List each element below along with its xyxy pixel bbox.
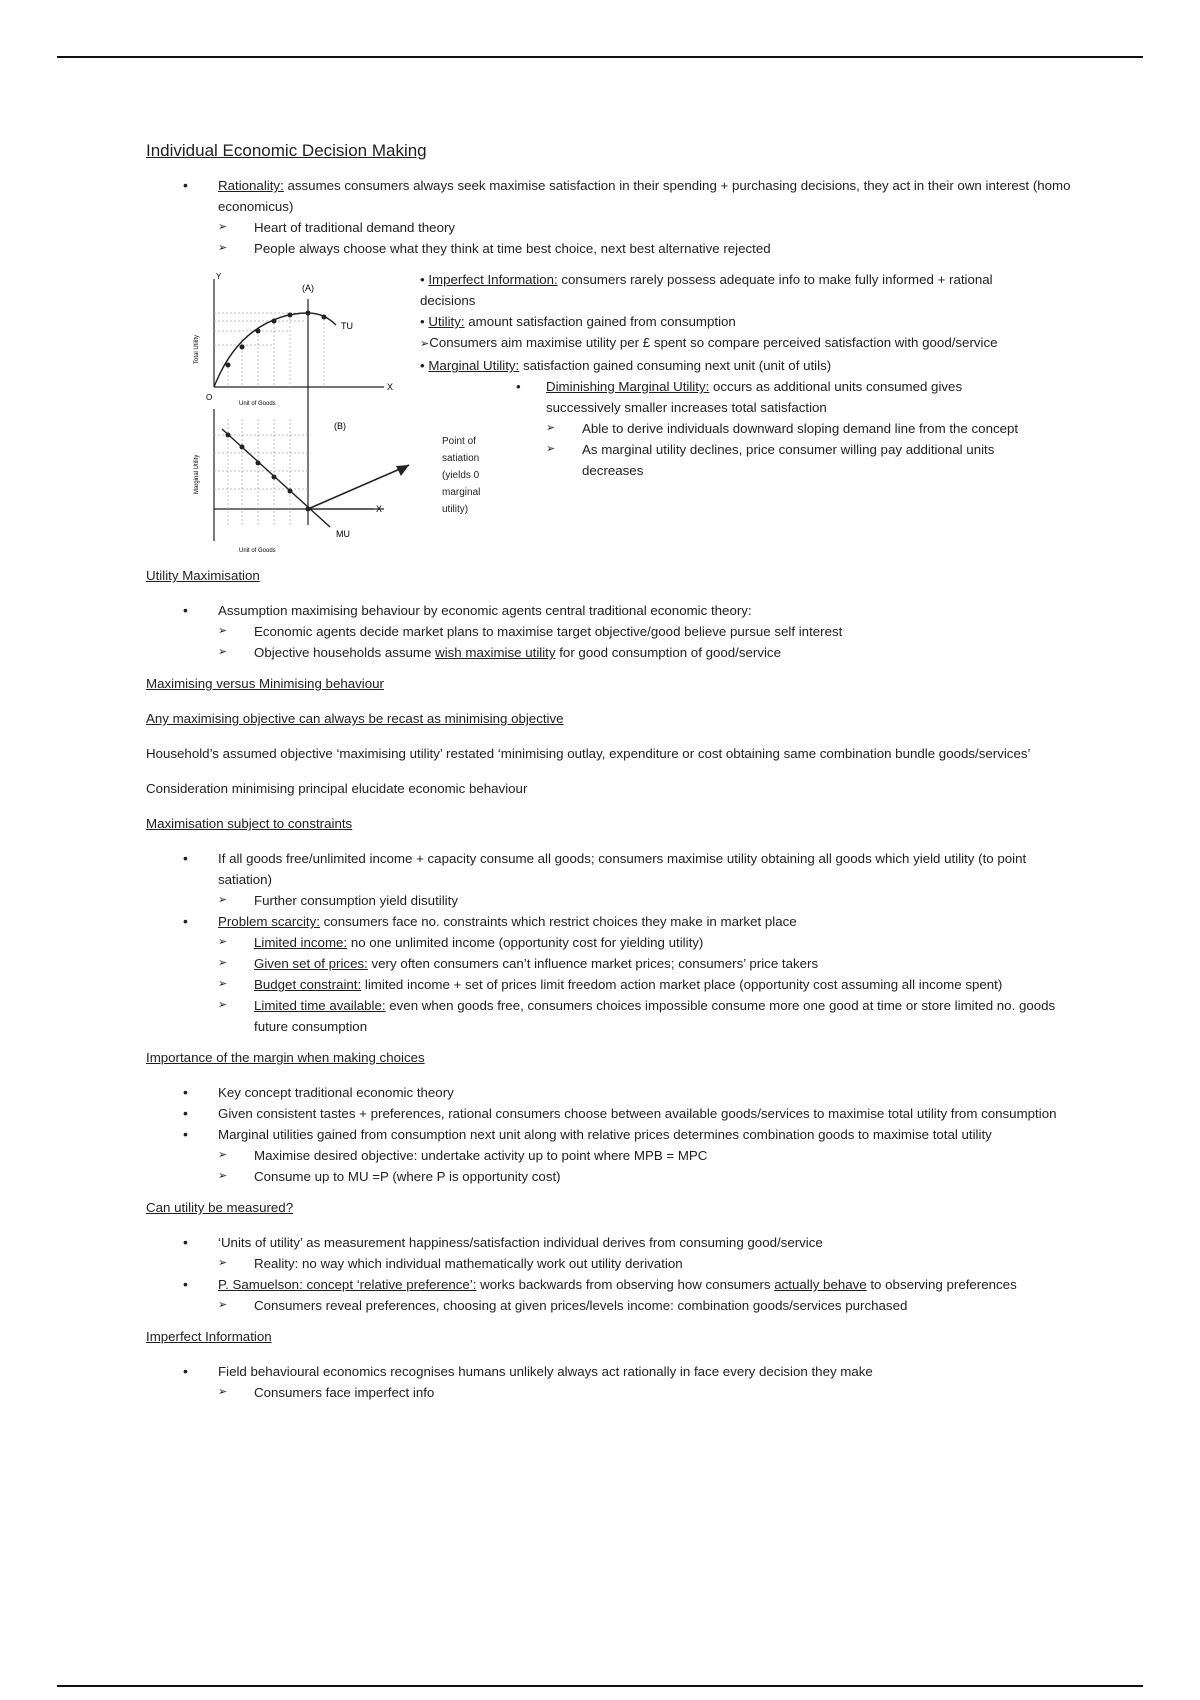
rationality-text: assumes consumers always seek maximise satisfaction in their spending + purchasing decisions, they act in their own interest (homo economicus): [218, 178, 1071, 214]
section-heading-measured: Can utility be measured?: [146, 1200, 294, 1215]
list-item: • ‘Units of utility’ as measurement happiness/satisfaction individual derives from consuming good/service ➢ Reality: no way which individual mathematically work out utility derivation: [146, 1232, 1076, 1274]
list-item: ➢ Limited time available: even when goods free, consumers choices impossible consume more one good at time or store limited no. goods future consumption: [218, 995, 1076, 1037]
list-item: ➢ Objective households assume wish maximise utility for good consumption of good/service: [218, 642, 1076, 663]
total-utility-graph: [194, 272, 393, 525]
margin-list: [146, 1082, 1076, 1187]
mu-label: MU: [336, 529, 350, 539]
document-body: [146, 140, 1076, 1413]
list-item: ➢ Further consumption yield disutility: [218, 890, 1076, 911]
y-axis-label-bottom: Marginal Utility: [194, 454, 200, 494]
measured-list: [146, 1232, 1076, 1316]
utility-term: Utility:: [428, 314, 465, 329]
rationality-term: Rationality:: [218, 178, 284, 193]
dmu-term: Diminishing Marginal Utility:: [546, 379, 710, 394]
tu-label: TU: [341, 321, 353, 331]
label-a: (A): [302, 283, 314, 293]
definitions-block: [420, 269, 1020, 481]
list-item: ➢ Budget constraint: limited income + set of prices limit freedom action market place (opportunity cost assuming all income spent): [218, 974, 1076, 995]
mu-term: Marginal Utility:: [428, 358, 520, 373]
list-item: ➢ Maximise desired objective: undertake activity up to point where MPB = MPC: [218, 1145, 1076, 1166]
tu-curve: [214, 313, 336, 387]
rationality-list: [146, 175, 1076, 259]
list-item: • Field behavioural economics recognises humans unlikely always act rationally in face every decision they make ➢ Consumers face imperfect info: [146, 1361, 1076, 1403]
list-item: ➢ Given set of prices: very often consumers can’t influence market prices; consumers’ price takers: [218, 953, 1076, 974]
list-item: ➢ People always choose what they think at time best choice, next best alternative rejected: [218, 238, 1076, 259]
imperfect-info-item: [420, 269, 1020, 311]
marginal-utility-item: [420, 355, 1020, 376]
constraints-list: [146, 848, 1076, 1037]
list-item: • Assumption maximising behaviour by economic agents central traditional economic theory: ➢ Economic agents decide market plans to maximise target objective/good believe pursue self interest ➢ Objective households assume wish maximise utility for good consumption of good/service: [146, 600, 1076, 663]
section-subheading-recast: Any maximising objective can always be recast as minimising objective: [146, 711, 564, 726]
x-axis-letter: X: [387, 382, 394, 392]
imperfect-info-list: [146, 1361, 1076, 1403]
section-heading-utility-maximisation: Utility Maximisation: [146, 568, 260, 583]
list-item: ➢ Economic agents decide market plans to maximise target objective/good believe pursue self interest: [218, 621, 1076, 642]
list-item: ➢ As marginal utility declines, price consumer willing pay additional units decreases: [546, 439, 1020, 481]
list-item: ➢ Limited income: no one unlimited income (opportunity cost for yielding utility): [218, 932, 1076, 953]
utility-figure-block: [146, 269, 1076, 563]
utility-text: amount satisfaction gained from consumption: [464, 314, 736, 329]
list-item: • Problem scarcity: consumers face no. constraints which restrict choices they make in market place ➢ Limited income: no one unlimited income (opportunity cost for yielding utility) ➢ Given set of prices: very often consumers can’t influence market prices; consumers’ price takers ➢ Budget constraint: limited income + set of prices limit freedom action market place (opportunity cost assuming all income spent) ➢ Limited time available: even when goods free, consumers choices impossible consume more one good at time or store limited no. goods future consumption: [146, 911, 1076, 1037]
satiation-arrow: [308, 465, 409, 509]
label-b: (B): [334, 421, 346, 431]
mu-text: satisfaction gained consuming next unit (unit of utils): [519, 358, 832, 373]
x-axis-label-top: Unit of Goods: [239, 401, 276, 407]
list-item: • If all goods free/unlimited income + capacity consume all goods; consumers maximise utility obtaining all goods which yield utility (to point satiation) ➢ Further consumption yield disutility: [146, 848, 1076, 911]
imperfect-term: Imperfect Information:: [428, 272, 558, 287]
dmu-text: occurs as additional units consumed gives successively smaller increases total satisfaction: [546, 379, 963, 415]
page-title: Individual Economic Decision Making: [146, 141, 427, 160]
utility-max-list: [146, 600, 1076, 663]
dmu-block: • Diminishing Marginal Utility: occurs as additional units consumed gives successively smaller increases total satisfaction ➢ Able to derive individuals downward sloping demand line from the concept ➢ As marginal utility declines, price consumer willing pay additional units decreases: [546, 376, 1020, 481]
paragraph: Household’s assumed objective ‘maximising utility’ restated ‘minimising outlay, expenditure or cost obtaining same combination bundle goods/services’: [146, 746, 1031, 761]
paragraph: Consideration minimising principal elucidate economic behaviour: [146, 781, 528, 796]
list-item: ➢ Consumers reveal preferences, choosing at given prices/levels income: combination goods/services purchased: [218, 1295, 1076, 1316]
list-item: ➢ Consume up to MU =P (where P is opportunity cost): [218, 1166, 1076, 1187]
utility-graph: [184, 269, 414, 559]
list-item: ➢ Able to derive individuals downward sloping demand line from the concept: [546, 418, 1020, 439]
list-item: ➢ Reality: no way which individual mathematically work out utility derivation: [218, 1253, 1076, 1274]
list-item: • Marginal utilities gained from consumption next unit along with relative prices determines combination goods to maximise total utility ➢ Maximise desired objective: undertake activity up to point where MPB = MPC ➢ Consume up to MU =P (where P is opportunity cost): [146, 1124, 1076, 1187]
section-heading-constraints: Maximisation subject to constraints: [146, 816, 353, 831]
x-axis-letter-bottom: X: [376, 504, 383, 514]
satiation-note: Point of satiation (yields 0 marginal utility): [442, 436, 481, 515]
dmu-item: [546, 376, 1020, 418]
list-item: [146, 175, 1076, 259]
section-heading-max-vs-min: Maximising versus Minimising behaviour: [146, 676, 384, 691]
y-axis-letter: Y: [216, 272, 222, 281]
list-item: • Key concept traditional economic theory: [146, 1082, 1076, 1103]
bottom-rule: [57, 1685, 1143, 1687]
utility-item: [420, 311, 1020, 332]
section-heading-margin: Importance of the margin when making choices: [146, 1050, 425, 1065]
origin-label: O: [206, 393, 213, 402]
list-item: ➢ Consumers face imperfect info: [218, 1382, 1076, 1403]
x-axis-label-bottom: Unit of Goods: [239, 548, 276, 554]
list-item: • Given consistent tastes + preferences, rational consumers choose between available goods/services to maximise total utility from consumption: [146, 1103, 1076, 1124]
list-item: ➢ Heart of traditional demand theory: [218, 217, 1076, 238]
section-heading-imperfect-info: Imperfect Information: [146, 1329, 272, 1344]
y-axis-label-top: Total Utility: [194, 334, 200, 364]
top-rule: [57, 56, 1143, 58]
marginal-utility-graph: [194, 409, 409, 554]
list-item: • P. Samuelson: concept ‘relative preference’: works backwards from observing how consumers actually behave to observing preferences ➢ Consumers reveal preferences, choosing at given prices/levels income: combination goods/services purchased: [146, 1274, 1076, 1316]
imperfect-text: consumers rarely possess adequate info to make fully informed + rational decisions: [420, 272, 993, 308]
utility-sub-item: ➢ Consumers aim maximise utility per £ spent so compare perceived satisfaction with good/service: [420, 332, 1020, 355]
